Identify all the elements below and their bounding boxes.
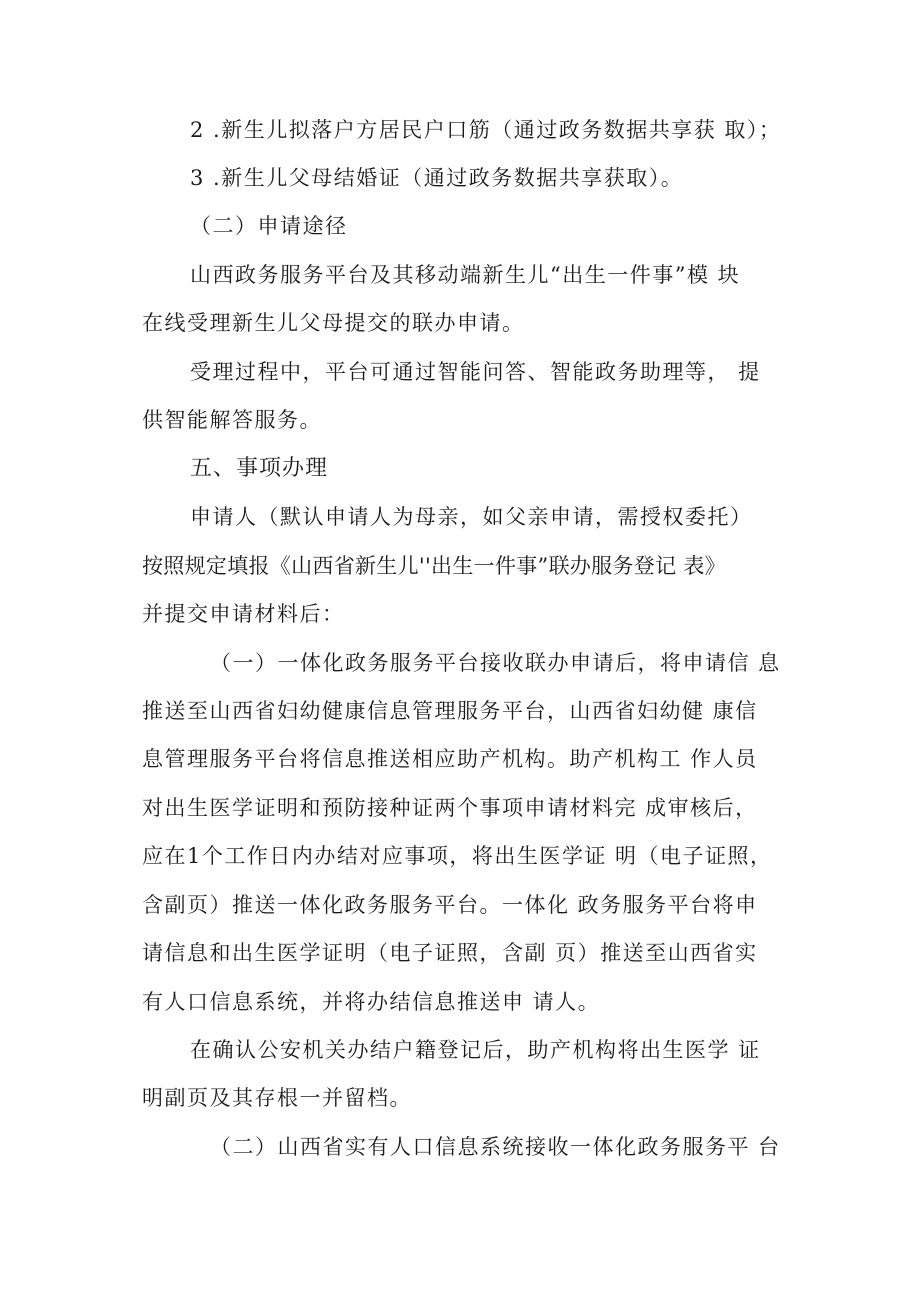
text-line: 含副页）推送一体化政务服务平台。一体化 政务服务平台将申 [142, 893, 758, 917]
section-heading: 五、事项办理 [190, 456, 329, 481]
text-line: 3 .新生儿父母结婚证（通过政务数据共享获取）。 [190, 166, 684, 190]
text-line: 息管理服务平台将信息推送相应助产机构。助产机构工 作人员 [142, 747, 758, 771]
text-line: 供智能解答服务。 [142, 408, 322, 432]
text-line: 按照规定填报《山西省新生儿''出生一件事”联办服务登记 表》 [142, 554, 726, 578]
text-line: 对出生医学证明和预防接种证两个事项申请材料完 成审核后， [142, 796, 758, 820]
text-line: 2 .新生儿拟落户方居民户口筋（通过政务数据共享获 取）； [190, 118, 782, 142]
text-line: （一）一体化政务服务平台接收联办申请后，将申请信 息 [210, 651, 781, 675]
text-line: 推送至山西省妇幼健康信息管理服务平台，山西省妇幼健 康信 [142, 699, 758, 723]
text-line: 山西政务服务平台及其移动端新生儿“出生一件事”模 块 [190, 263, 741, 287]
text-line: 在确认公安机关办结户籍登记后，助产机构将出生医学 证 [190, 1038, 761, 1062]
text-line: （二）山西省实有人口信息系统接收一体化政务服务平 台 [210, 1135, 781, 1159]
text-line: 并提交申请材料后： [142, 602, 345, 626]
text-line: 在线受理新生儿父母提交的联办申请。 [142, 311, 525, 335]
text-line: 明副页及其存根一并留档。 [142, 1086, 412, 1110]
text-line: 应在1个工作日内办结对应事项，将出生医学证 明（电子证照， [142, 844, 773, 868]
text-line: 受理过程中，平台可通过智能问答、智能政务助理等， 提 [190, 360, 761, 384]
text-line: 申请人（默认申请人为母亲，如父亲申请，需授权委托） [190, 505, 753, 529]
section-subtitle: （二）申请途径 [190, 214, 348, 238]
text-line: 有人口信息系统，并将办结信息推送申 请人。 [142, 990, 601, 1014]
text-line: 请信息和出生医学证明（电子证照，含副 页）推送至山西省实 [142, 941, 758, 965]
